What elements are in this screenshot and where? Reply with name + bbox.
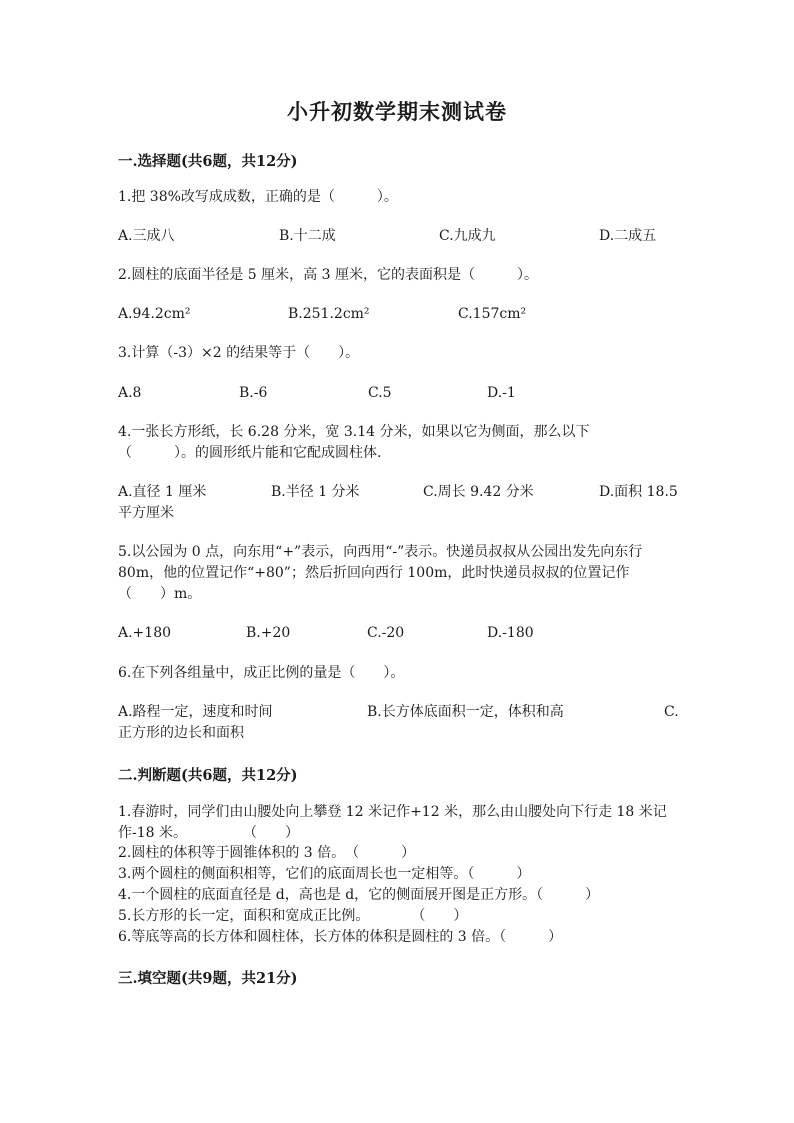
judge-item-4: 4.一个圆柱的底面直径是 d，高也是 d，它的侧面展开图是正方形。（ ） (118, 887, 600, 903)
option-a: A.94.2cm² (118, 306, 191, 322)
option-a: A.直径 1 厘米 (118, 484, 207, 500)
option-c: C. (664, 704, 679, 720)
option-b: B.+20 (246, 625, 291, 641)
exam-title: 小升初数学期末测试卷 (287, 99, 507, 124)
question-5: 5.以公园为 0 点，向东用“+”表示，向西用“-”表示。快递员叔叔从公园出发先向东行 80m，他的位置记作“+80”；然后折回向西行 100m，此时快递员叔叔的位置记作（ ）m。 (118, 544, 643, 602)
question-1: 1.把 38%改写成成数，正确的是（ ）。 (118, 189, 398, 205)
option-a: A.路程一定，速度和时间 (118, 704, 273, 720)
question-4: 4.一张长方形纸，长 6.28 分米，宽 3.14 分米，如果以它为侧面，那么以下（ ）。的圆形纸片能和它配成圆柱体. (118, 424, 590, 461)
section-heading-judgement: 二.判断题(共6题，共12分) (118, 767, 298, 784)
question-5-options (118, 623, 698, 644)
question-4-option-d-continued: 平方厘米 (118, 505, 174, 521)
question-2: 2.圆柱的底面半径是 5 厘米，高 3 厘米，它的表面积是（ ）。 (118, 267, 538, 283)
question-6-options (118, 702, 698, 723)
option-c: C.5 (368, 385, 392, 401)
question-1-options (118, 226, 698, 247)
option-d: D.-180 (487, 625, 534, 641)
judge-item-6: 6.等底等高的长方体和圆柱体，长方体的体积是圆柱的 3 倍。（ ） (118, 929, 563, 945)
option-d: D.二成五 (599, 228, 657, 244)
judge-item-1: 1.春游时，同学们由山腰处向上攀登 12 米记作+12 米，那么由山腰处向下行走 18 米记作-18 米。 （ ） (118, 804, 667, 841)
question-4-options (118, 482, 698, 503)
question-6-option-c-continued: 正方形的边长和面积 (118, 725, 244, 741)
question-6: 6.在下列各组量中，成正比例的量是（ ）。 (118, 665, 405, 681)
option-a: A.+180 (118, 625, 172, 641)
option-c: C.周长 9.42 分米 (423, 484, 534, 500)
option-c: C.九成九 (439, 228, 496, 244)
option-a: A.8 (118, 385, 142, 401)
option-b: B.-6 (239, 385, 268, 401)
section-heading-fill-blank: 三.填空题(共9题，共21分) (118, 970, 298, 987)
option-c: C.157cm² (458, 306, 527, 322)
question-3-options (118, 383, 698, 404)
option-b: B.251.2cm² (288, 306, 370, 322)
question-2-options (118, 304, 698, 325)
judge-item-2: 2.圆柱的体积等于圆锥体积的 3 倍。 （ ） (118, 845, 416, 861)
section-heading-choice: 一.选择题(共6题，共12分) (118, 153, 298, 170)
option-b: B.十二成 (279, 228, 336, 244)
option-a: A.三成八 (118, 228, 175, 244)
judge-item-5: 5.长方形的长一定，面积和宽成正比例。 （ ） (118, 908, 468, 924)
option-b: B.长方体底面积一定，体积和高 (367, 704, 564, 720)
option-d: D.-1 (487, 385, 516, 401)
question-3: 3.计算（-3）×2 的结果等于（ ）。 (118, 345, 360, 361)
option-d: D.面积 18.5 (599, 484, 678, 500)
option-c: C.-20 (367, 625, 405, 641)
judge-item-3: 3.两个圆柱的侧面积相等，它们的底面周长也一定相等。（ ） (118, 866, 531, 882)
option-b: B.半径 1 分米 (271, 484, 360, 500)
